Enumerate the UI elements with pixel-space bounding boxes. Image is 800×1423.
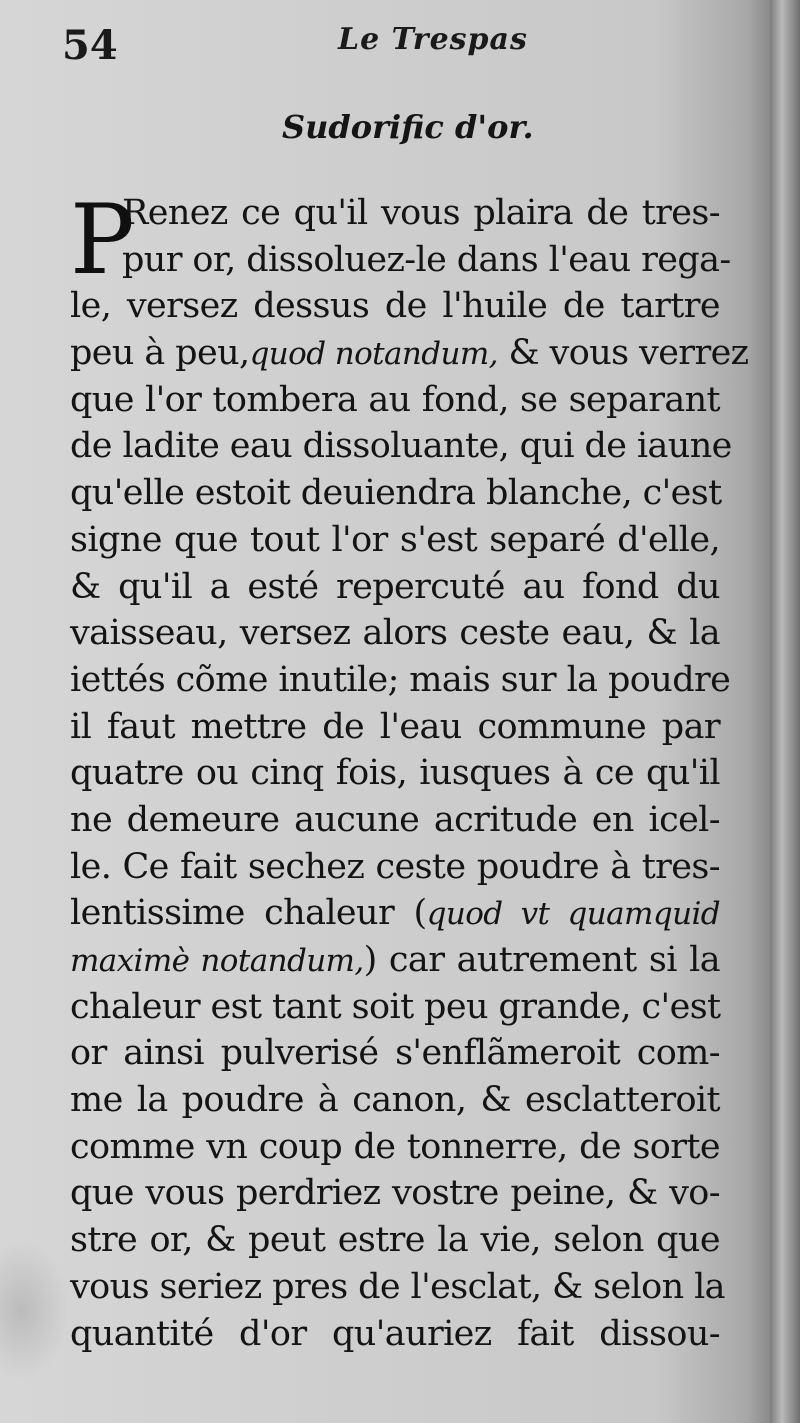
section-title: Sudorific d'or. (282, 108, 534, 146)
text-run: ) car autrement si la (363, 940, 720, 980)
text-line: de ladite eau dissoluante, qui de iaune (70, 426, 732, 467)
text-line: or ainsi pulverisé s'enflãmeroit com- (70, 1033, 720, 1074)
text-line (70, 330, 749, 377)
text-line: Renez ce qu'il vous plaira de tres- (122, 193, 720, 233)
text-line: il faut mettre de l'eau commune par (70, 706, 720, 747)
text-run: lentissime chaleur ( (70, 893, 427, 934)
running-head: Le Trespas (338, 22, 528, 57)
text-line: signe que tout l'or s'est separé d'elle, (70, 519, 720, 560)
body-text (70, 184, 749, 1357)
text-line: quatre ou cinq fois, iusques à ce qu'il (70, 753, 720, 794)
page-number: 54 (62, 22, 118, 69)
italic-phrase: quod vt quamquid (426, 896, 721, 933)
text-line: quantité d'or qu'auriez fait dissou- (70, 1313, 720, 1354)
text-line: pur or, dissoluez-le dans l'eau rega- (122, 239, 731, 280)
text-line: ne demeure aucune acritude en icel- (70, 799, 720, 840)
text-line: & qu'il a esté repercuté au fond du (70, 566, 720, 607)
text-line: le, versez dessus de l'huile de tartre (70, 286, 720, 327)
text-line (70, 890, 720, 937)
page-gutter-edge (770, 0, 800, 1423)
text-line: le. Ce fait sechez ceste poudre à tres- (70, 846, 720, 887)
paper-smudge (0, 1240, 70, 1380)
drop-cap: P (70, 184, 135, 296)
text-run: & vous verrez (508, 333, 749, 374)
text-run: peu à peu, (70, 333, 250, 374)
italic-phrase: quod notandum, (249, 336, 498, 373)
text-line: vous seriez pres de l'esclat, & selon la (70, 1266, 725, 1307)
text-line: que vous perdriez vostre peine, & vo- (70, 1173, 720, 1214)
text-line: stre or, & peut estre la vie, selon que (70, 1220, 720, 1261)
text-line: qu'elle estoit deuiendra blanche, c'est (70, 473, 722, 514)
italic-phrase: maximè notandum, (70, 943, 364, 979)
text-line: vaisseau, versez alors ceste eau, & la (70, 613, 720, 654)
text-line: comme vn coup de tonnerre, de sorte (70, 1126, 720, 1167)
text-line: iettés cõme inutile; mais sur la poudre (70, 659, 731, 700)
text-line: chaleur est tant soit peu grande, c'est (70, 986, 721, 1027)
text-line: que l'or tombera au fond, se separant (70, 379, 720, 420)
text-line (70, 937, 720, 984)
text-line: me la poudre à canon, & esclatteroit (70, 1080, 720, 1121)
